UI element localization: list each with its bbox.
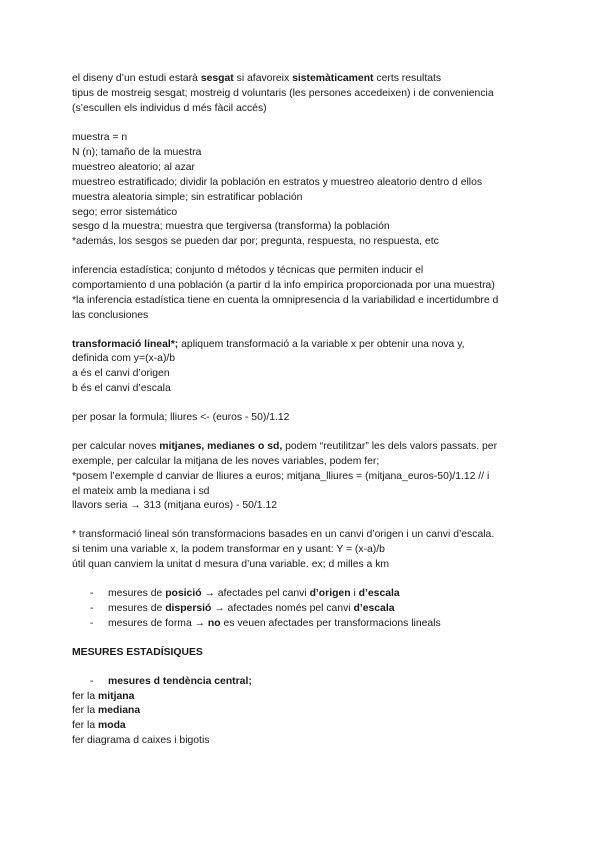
text-line: muestreo aleatorio; al azar (72, 162, 196, 173)
text-line: sesgo d la muestra; muestra que tergiversa (transforma) la población (72, 221, 390, 232)
bullet-marker: - (90, 588, 94, 599)
text-line: per calcular noves mitjanes, medianes o sd, podem “reutilitzar” les dels valors passats. per (72, 441, 498, 452)
list-item-text: mesures d tendència central; (108, 676, 252, 687)
text-line: muestra = n (72, 132, 128, 143)
text-line: sego; error sistemático (72, 207, 178, 218)
text-line: b és el canvi d’escala (72, 383, 171, 394)
list-item (90, 675, 252, 688)
text-line: *la inferencia estadística tiene en cuenta la omnipresencia d la variabilidad e incertidumbre d (72, 295, 499, 306)
list-item-text: mesures de dispersió → afectades només pel canvi d’escala (108, 603, 395, 614)
text-line: a és el canvi d’origen (72, 368, 170, 379)
section-heading: MESURES ESTADÍSIQUES (72, 647, 203, 658)
text-line: el diseny d’un estudi estarà sesgat si afavoreix sistemàticament certs resultats (72, 73, 442, 84)
text-line: per posar la formula; lliures <- (euros - 50)/1.12 (72, 412, 290, 423)
text-line: muestra aleatoria simple; sin estratificar población (72, 192, 303, 203)
text-line: útil quan canviem la unitat d mesura d’una variable. ex; d milles a km (72, 559, 390, 570)
bullet-marker: - (90, 676, 94, 687)
text-line: fer la mediana (72, 705, 141, 716)
list-item (90, 602, 395, 615)
text-line: *además, los sesgos se pueden dar por; pregunta, respuesta, no respuesta, etc (72, 236, 439, 247)
text-line: fer la mitjana (72, 691, 135, 702)
list-item-text: mesures de posició → afectades pel canvi d’origen i d’escala (108, 588, 400, 599)
text-line: comportamiento d una población (a partir d la info empírica proporcionada por una muestra) (72, 280, 495, 291)
text-line: transformació lineal*; apliquem transformació a la variable x per obtenir una nova y, (72, 339, 465, 350)
text-line: *posem l’exemple d canviar de lliures a euros; mitjana_lliures = (mitjana_euros-50)/1.12 // i (72, 471, 490, 482)
text-line: el mateix amb la mediana i sd (72, 486, 210, 497)
text-line: * transformació lineal són transformacions basades en un canvi d’origen i un canvi d’escala. (72, 529, 495, 540)
text-line: si tenim una variable x, la podem transformar en y usant: Y = (x-a)/b (72, 544, 385, 555)
text-line: N (n); tamaño de la muestra (72, 147, 202, 158)
text-line: fer la moda (72, 720, 126, 731)
text-line: las conclusiones (72, 310, 149, 321)
bullet-marker: - (90, 618, 94, 629)
text-line: muestreo estratificado; dividir la población en estratos y muestreo aleatorio dentro d ellos (72, 177, 483, 188)
list-item (90, 617, 441, 630)
text-line: (s’escullen els individus d més fàcil accés) (72, 103, 267, 114)
text-line: tipus de mostreig sesgat; mostreig d voluntaris (les persones accedeixen) i de conveniencia (72, 88, 494, 99)
text-line: fer diagrama d caixes i bigotis (72, 735, 210, 746)
list-item (90, 587, 400, 600)
bullet-marker: - (90, 603, 94, 614)
text-line: inferencia estadística; conjunto d métodos y técnicas que permiten inducir el (72, 265, 424, 276)
text-line: llavors seria → 313 (mitjana euros) - 50/1.12 (72, 500, 278, 511)
text-line: exemple, per calcular la mitjana de les noves variables, podem fer; (72, 456, 380, 467)
list-item-text: mesures de forma → no es veuen afectades per transformacions lineals (108, 618, 441, 629)
text-line: definida com y=(x-a)/b (72, 353, 176, 364)
